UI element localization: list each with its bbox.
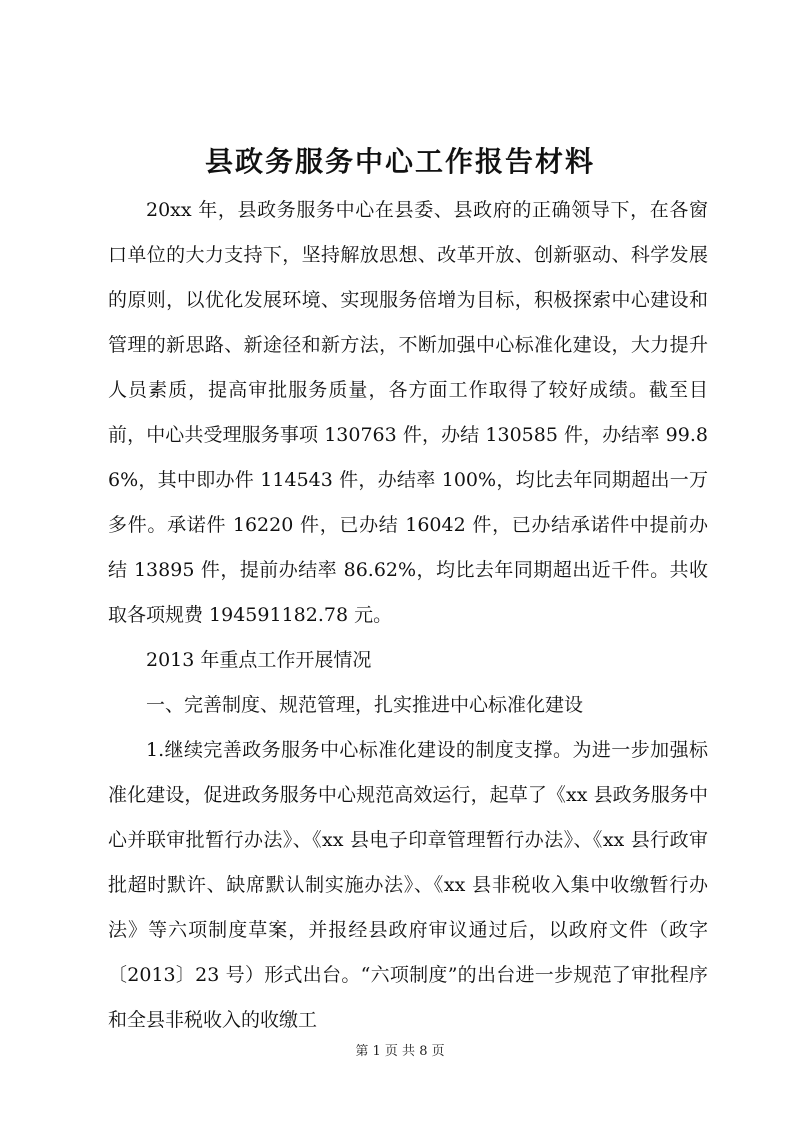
document-body bbox=[108, 188, 708, 1043]
paragraph-item-1: 1.继续完善政务服务中心标准化建设的制度支撑。为进一步加强标准化建设，促进政务服务中心规范高效运行，起草了《xx 县政务服务中心并联审批暂行办法》、《xx 县电子印章管理暂行办法》、《xx 县行政审批超时默许、缺席默认制实施办法》、《xx 县非税收入集中收缴暂行办法》等六项制度草案，并报经县政府审议通过后，以政府文件（政字〔2013〕23 号）形式出台。“六项制度”的出台进一步规范了审批程序和全县非税收入的收缴工 bbox=[108, 739, 708, 1031]
paragraph-subheading: 一、完善制度、规范管理，扎实推进中心标准化建设 bbox=[146, 694, 584, 716]
paragraph-summary: 20xx 年，县政务服务中心在县委、县政府的正确领导下，在各窗口单位的大力支持下，坚持解放思想、改革开放、创新驱动、科学发展的原则，以优化发展环境、实现服务倍增为目标，积极探索中心建设和管理的新思路、新途径和新方法，不断加强中心标准化建设，大力提升人员素质，提高审批服务质量，各方面工作取得了较好成绩。截至目前，中心共受理服务事项 130763 件，办结 130585 件，办结率 99.86%，其中即办件 114543 件，办结率 100%，均比去年同期超出一万多件。承诺件 16220 件，已办结 16042 件，已办结承诺件中提前办结 13895 件，提前办结率 86.62%，均比去年同期超出近千件。共收取各项规费 194591182.78 元。 bbox=[108, 199, 708, 626]
page-footer: 第 1 页 共 8 页 bbox=[355, 1044, 445, 1059]
paragraph-section-heading: 2013 年重点工作开展情况 bbox=[146, 649, 372, 671]
document-title: 县政务服务中心工作报告材料 bbox=[204, 145, 595, 178]
